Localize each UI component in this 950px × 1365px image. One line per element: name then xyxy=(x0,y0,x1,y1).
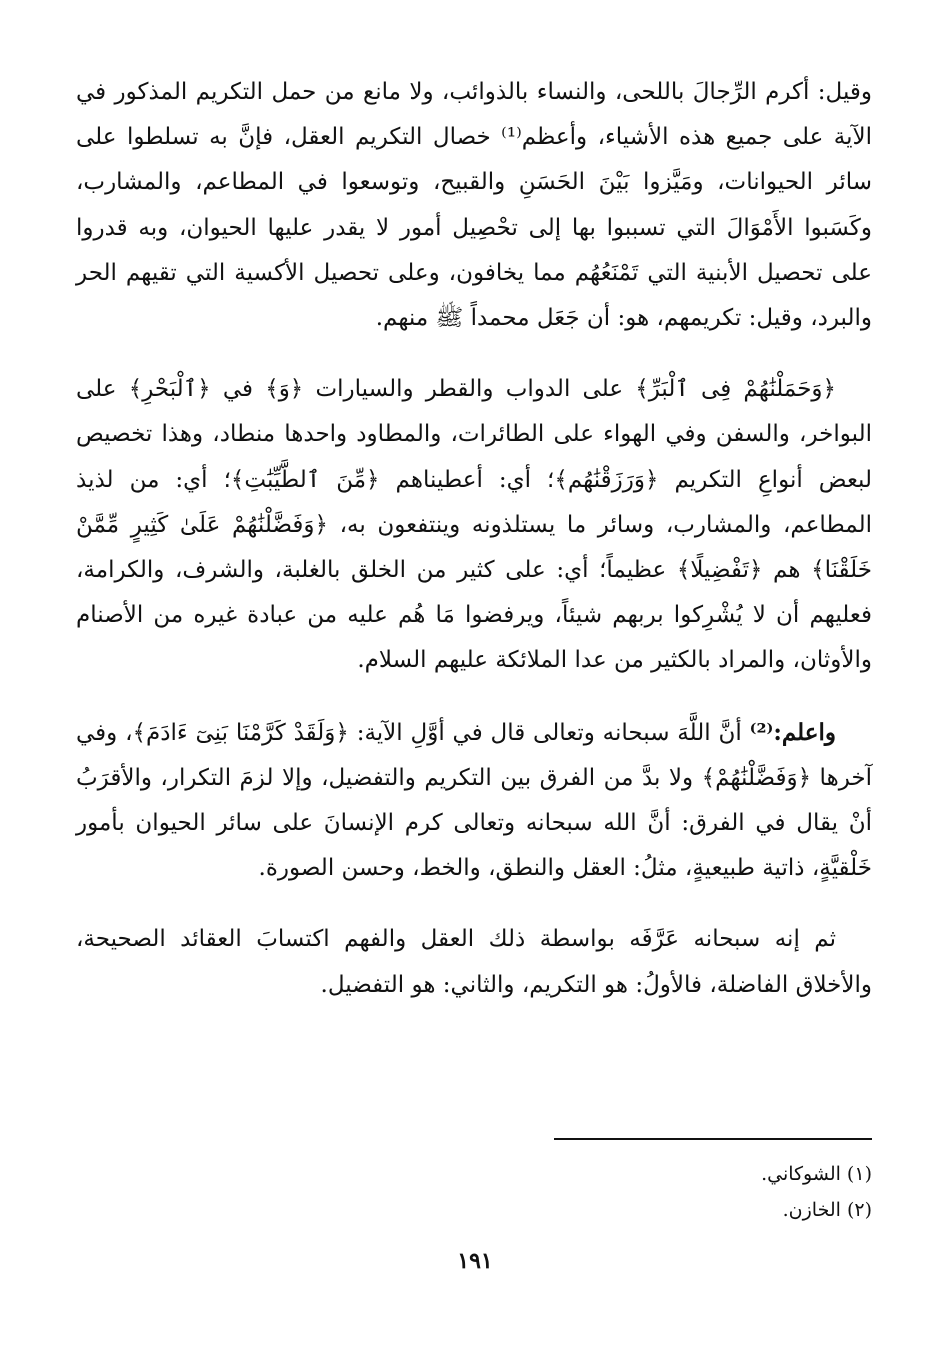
page-body xyxy=(76,70,872,1034)
paragraph-acquisition: ثم إنه سبحانه عَرَّفَه بواسطة ذلك العقل والفهم اكتسابَ العقائد الصحيحة، والأخلاق الفاضلة، فالأولُ: هو التكريم، والثاني: هو التفضيل. xyxy=(76,926,872,998)
footnote-separator xyxy=(554,1138,872,1140)
paragraph-honor-beards: وقيل: أكرم الرِّجالَ باللحى، والنساء بالذوائب، ولا مانع من حمل التكريم المذكور في الآية على جميع هذه الأشياء، وأعظم⁽¹⁾ خصال التكريم العقل، فإنَّ به تسلطوا على سائر الحيوانات، ومَيَّزوا بَيْنَ الحَسَنِ والقبيح، وتوسعوا في المطاعم، والمشارب، وكَسَبوا الأَمْوَالَ التي تسببوا بها إلى تحْصِيل أمور لا يقدر عليها الحيوان، وبه قدروا على تحصيل الأبنية التي تَمْنَعُهُم مما يخافون، وعلى تحصيل الأكسية التي تقيهم الحر والبرد، وقيل: تكريمهم، هو: أن جَعَل محمداً ﷺ منهم. xyxy=(76,79,872,332)
paragraph-carried-land-sea: ﴿وَحَمَلْنَٰهُمْ فِى ٱلْبَرِّ﴾ على الدواب والقطر والسيارات ﴿وَ﴾ في ﴿ٱلْبَحْرِ﴾ على البواخر، والسفن وفي الهواء على الطائرات، والمطاود واحدها منطاد، وهذا تخصيص لبعض أنواعِ التكريم ﴿وَرَزَقْنَٰهُم﴾؛ أي: أعطيناهم ﴿مِّنَ ٱلطَّيِّبَٰتِ﴾؛ أي: من لذيذ المطاعم، والمشارب، وسائر ما يستلذونه وينتفعون به، ﴿وَفَضَّلْنَٰهُمْ عَلَىٰ كَثِيرٍ مِّمَّنْ خَلَقْنَا﴾ هم ﴿تَفْضِيلًا﴾ عظيماً؛ أي: على كثير من الخلق بالغلبة، والشرف، والكرامة، فعليهم أن لا يُشْرِكوا بربهم شيئاً، ويرفضوا مَا هُم عليه من عبادة غيره من الأصنام والأوثان، والمراد بالكثير من عدا الملائكة عليهم السلام. xyxy=(76,376,872,674)
paragraph-know-difference-text: أنَّ اللَّهَ سبحانه وتعالى قال في أوَّلِ الآية: ﴿وَلَقَدْ كَرَّمْنَا بَنِىٓ ءَادَمَ﴾، وفي آخرها ﴿وَفَضَّلْنَٰهُمْ﴾ ولا بدَّ من الفرق بين التكريم والتفضيل، وإلا لزمَ التكرار، والأقرَبُ أنْ يقال في الفرق: أنَّ الله سبحانه وتعالى كرم الإنسانَ على سائر الحيوان بأمور خَلْقيَّةٍ، ذاتية طبيعيةٍ، مثلُ: العقل والنطق، والخط، وحسن الصورة. xyxy=(76,719,872,882)
paragraph-know-difference xyxy=(76,710,872,892)
footnote-2: (٢) الخازن. xyxy=(782,1199,872,1221)
page-number: ١٩١ xyxy=(457,1248,493,1274)
paragraph-lead-word: واعلم:⁽²⁾ xyxy=(749,718,836,746)
footnotes xyxy=(372,1156,872,1228)
footnote-1: (١) الشوكاني. xyxy=(761,1163,872,1185)
